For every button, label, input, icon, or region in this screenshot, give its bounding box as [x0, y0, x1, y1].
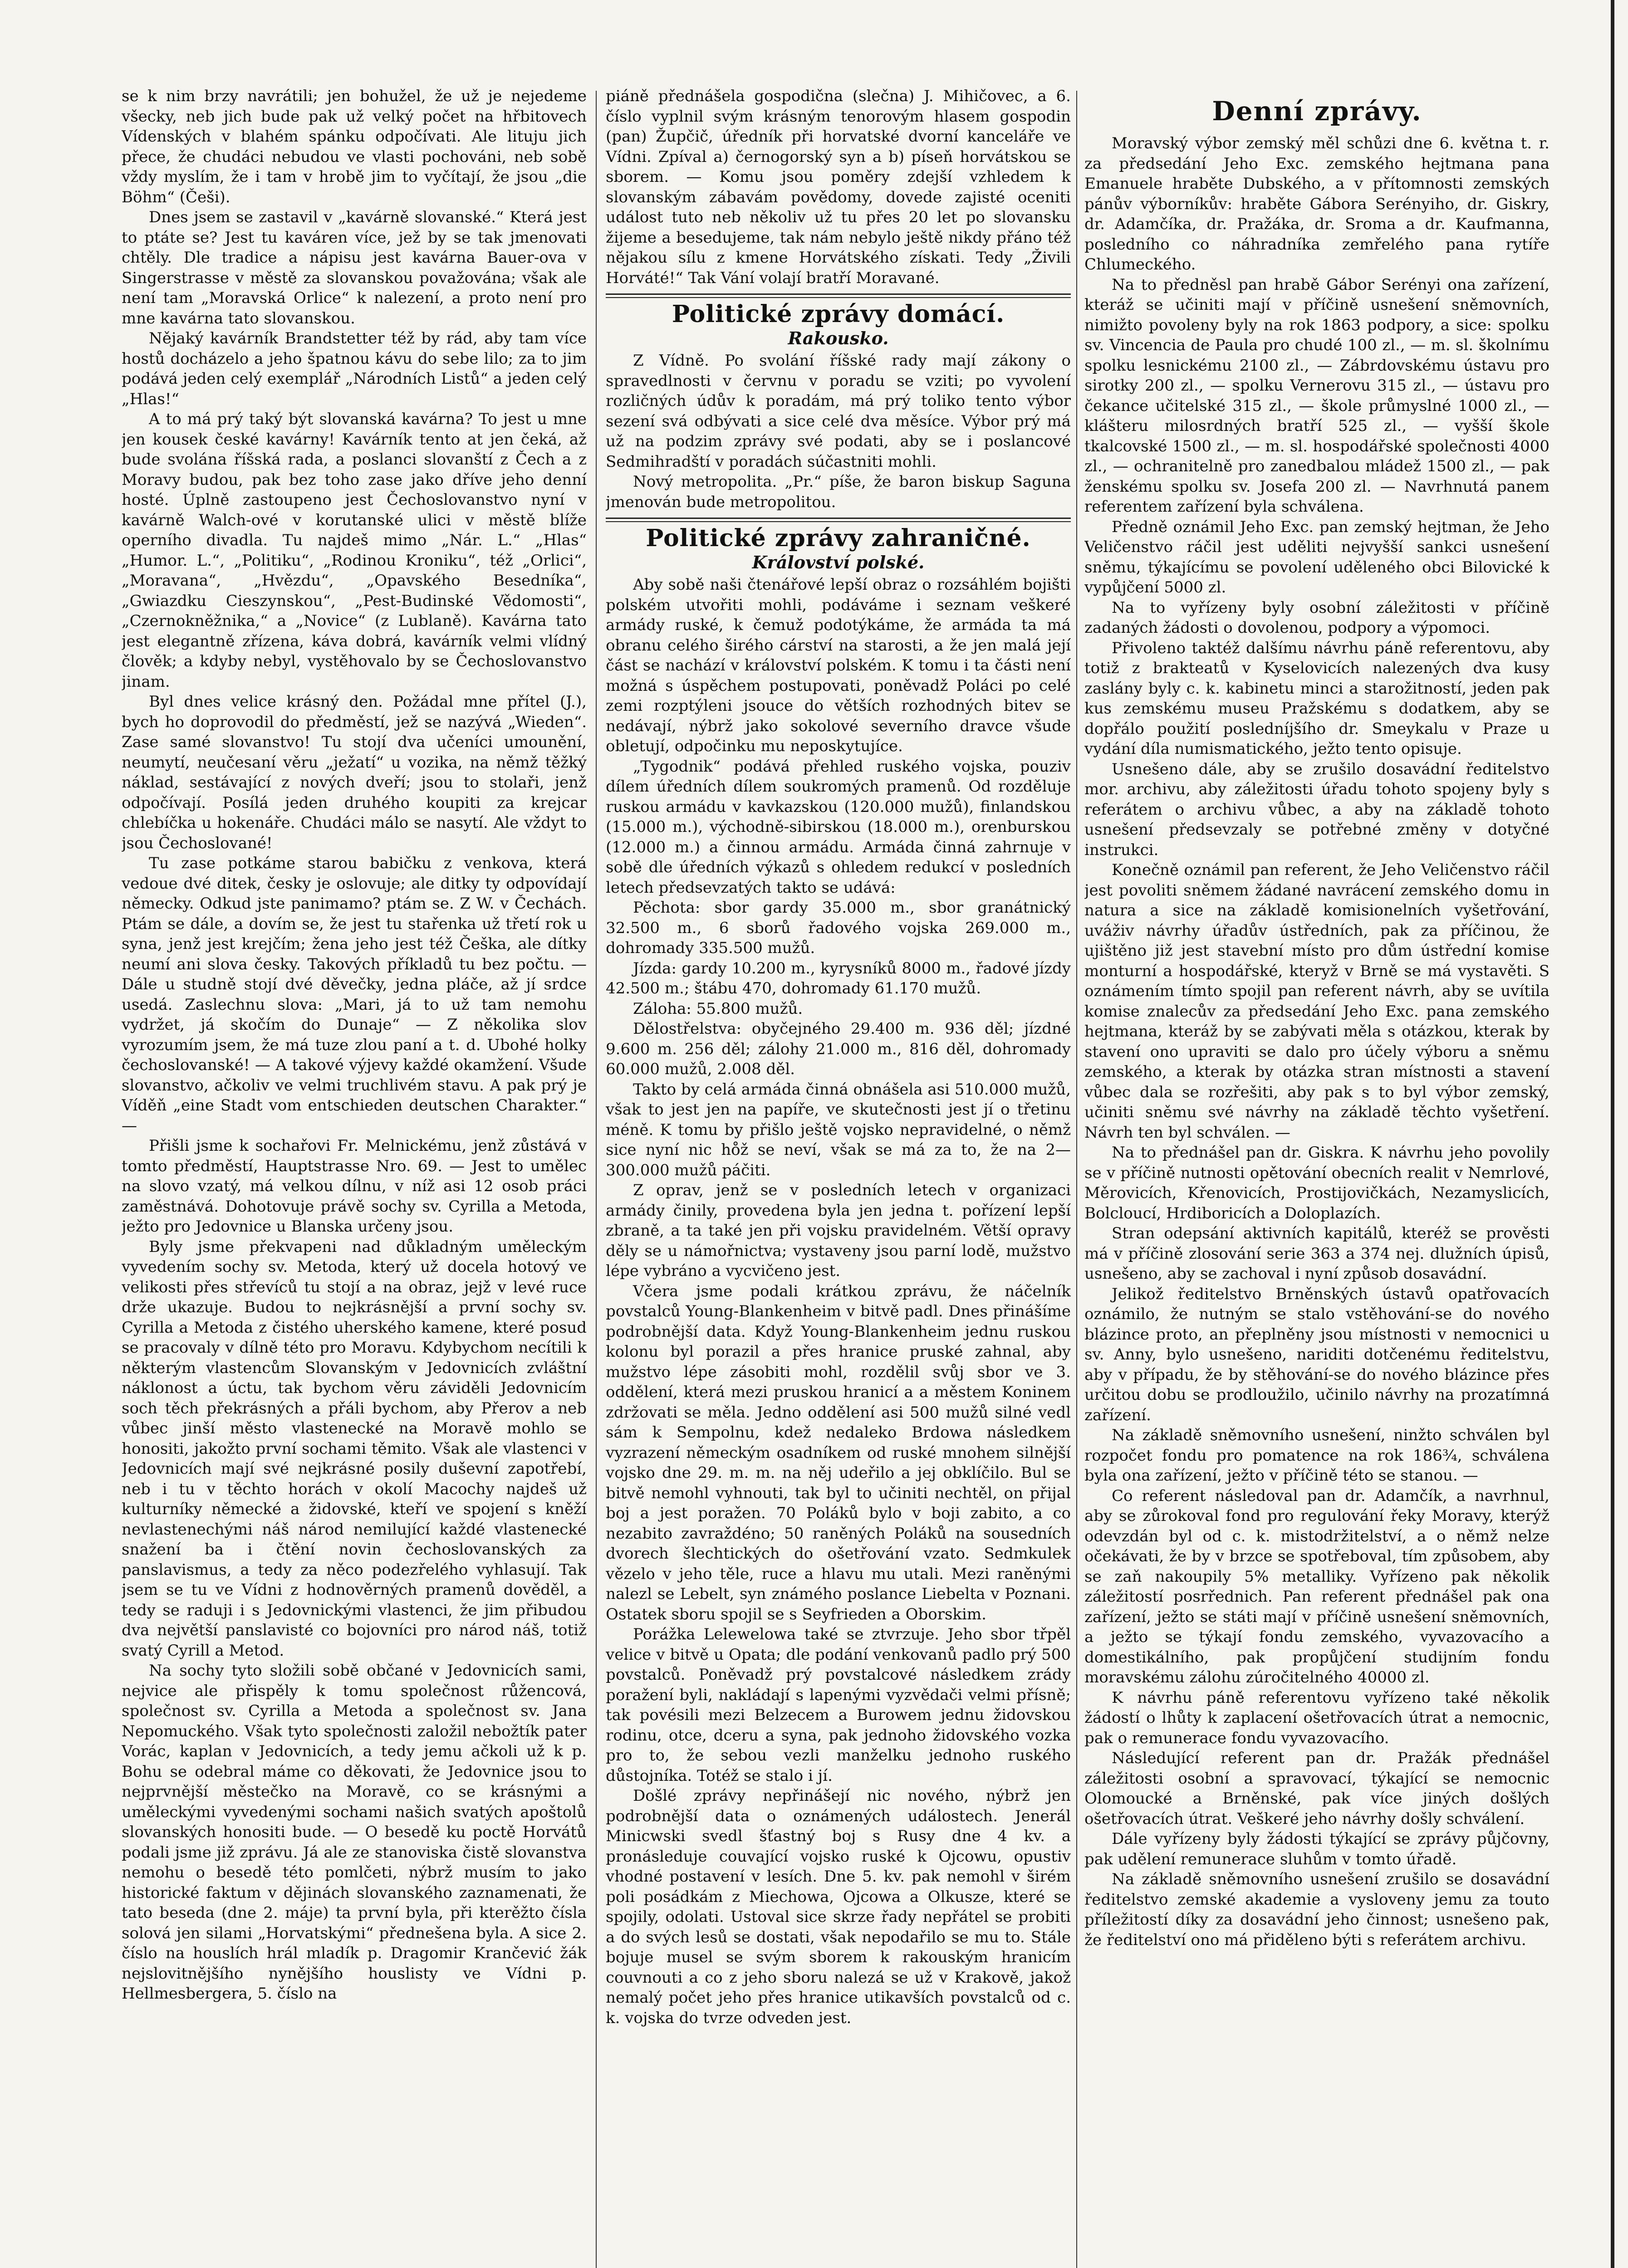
article-paragraph: Došlé zprávy nepřinášejí nic nového, nýbrž jen podrobnější data o oznámených událostech. Jenerál Minicwski svedl šťastný boj s Rusy dne 4 kv. a pronásleduje couvající vojsko ruské k Ojcowu, opustiv vhodné postavení v lesích. Dne 5. kv. pak nemohl v širém poli posádkám z Miechowa, Ojcowa a Olkusze, které se spojily, odolati. Ustoval sice skrze řady nepřátel se probiti a do svých lesů se dostati, však nepodařilo se mu to. Stále bojuje musel se svým sborem k rakouským hranicím couvnouti a co z jeho sboru nalezá se už v Krakově, jakož nemalý počet jeho přes hranice utikavších povstalců od c. k. vojska do tvrze odveden jest.	[606, 1787, 1071, 2027]
section-title-daily: Denní zprávy.	[1212, 96, 1422, 127]
article-paragraph: se k nim brzy navrátili; jen bohužel, že už je nejedeme všecky, neb jich bude pak už velký počet na hřbitovech Vídenských v blahém spánku odpočívati. Ale lituju jich přece, že chudáci nebudou ve vlasti pochováni, neb sobě vždy myslím, že i tam v hrobě jim to vyčítají, že jsou „die Böhm“ (Češi).	[122, 87, 587, 206]
domestic-news-body	[606, 351, 1071, 512]
page-edge-shadow	[1611, 0, 1614, 2268]
article-paragraph: piáně přednášela gospodična (slečna) J. Mihičovec, a 6. číslo vyplnil svým krásným tenorovým hlasem gospodin (pan) Župčič, úředník při horvatské dvorní kanceláře ve Vídni. Zpíval a) černogorský syn a b) píseň horvátskou se sborem. — Komu jsou poměry zdejší vzhledem k slovanským zábavám povědomy, dovede zajisté oceniti událost tuto neb několiv už tu přes 20 let po slovansku žijeme a besedujeme, tak nám nebylo ještě nikdy přáno též nějakou sílu z kmene Horvátského získati. Tedy „Živili Horváté!“ Tak Vání volají bratří Moravané.	[606, 87, 1071, 287]
article-paragraph: Takto by celá armáda činná obnášela asi 510.000 mužů, však to jest jen na papíře, ve skutečnosti jest jí o třetinu méně. K tomu by přišlo ještě vojsko nepravidelné, o němž sice nyní nic ho̊ž se neví, však se má za to, že na 2—300.000 mužů páčiti.	[606, 1080, 1071, 1179]
article-paragraph: Byly jsme překvapeni nad důkladným uměleckým vyvedením sochy sv. Metoda, který už docela hotový ve velikosti přes střevíců tu stojí a na obraz, jejž v levé ruce drže ukazuje. Budou to nejkrásnější a první sochy sv. Cyrilla a Metoda z čistého uherského kamene, které posud se pracovaly v dílně této pro Moravu. Kdybychom necítili k některým vlastencům Slovanským v Jedovnicích zvláštní náklonost a úctu, tak bychom věru záviděli Jedovnicím soch těch překrásných a přáli bychom, aby Přerov a neb vůbec jinší město vlastenecké na Moravě mohlo se honositi, jakožto první sochami těmito. Však ale vlastenci v Jedovnicích mají své nejkrásné posily duševní zapotřebí, neb i tu v těchto horách v okolí Macochy najdeš už kulturníky německé a židovské, kteří ve spojení s kněží nevlastenechými náš národ nemilující každé vlastenecké snažení ba i čtění novin čechoslovanských za panslavismus, a tedy za něco podezřelého vyhlasují. Tak jsem se tu ve Vídni z hodnověrných pramenů dověděl, a tedy se raduji i s Jedovnickými vlastenci, že jim přibudou dva největší panslavisté co bojovníci pro národ náš, totiž svatý Cyrill a Metod.	[122, 1237, 587, 1660]
article-paragraph: „Tygodnik“ podává přehled ruského vojska, pouziv dílem úředních dílem soukromých pramenů. Od rozděluje ruskou armádu v kavkazskou (120.000 mužů), finlandskou (15.000 m.), východně-sibirskou (18.000 m.), orenburskou (12.000 m.) a činnou armádu. Armáda činná zahrnuje v sobě dle úředních výkazů s ohledem redukcí v posledních letech předsevzatých takto se udává:	[606, 757, 1071, 897]
foreign-news-body	[606, 575, 1071, 2028]
article-paragraph: A to má prý taký být slovanská kavárna? To jest u mne jen kousek české kavárny! Kavárník tento at jen čeká, až bude svolána říšská rada, a poslanci slovanští z Čech a z Moravy budou, pak bez toho zase jako dříve jeho denní hosté. Úplně zastoupeno jest Čechoslovanstvo nyní v kavárně Walch-ové v korutanské ulici v městě blíže operního divadla. Tu najdeš mimo „Nár. L.“ „Hlas“ „Humor. L.“, „Politiku“, „Rodinou Kroniku“, též „Orlici“, „Moravana“, „Hvězdu“, „Opavského Besedníka“, „Gwiazdku Cieszynskou“, „Pest-Budinské Vědomosti“, „Czernokněžnika,“ a „Novice“ (z Lublaně). Kavárna tato jest elegantně zřízena, káva dobrá, kavárník velmi vlídný člověk; a kdyby nebyl, vystěhovalo by se Čechoslovanstvo jinam.	[122, 410, 587, 691]
article-paragraph: Na základě sněmovního usnešení, ninžto schválen byl rozpočet fondu pro pomatence na rok 186¾, schválena byla ona zařízení, ježto v příčině této se stanou. —	[1084, 1426, 1550, 1485]
column-1	[122, 86, 587, 2268]
article-paragraph: Moravský výbor zemský měl schůzi dne 6. května t. r. za předsedání Jeho Exc. zemského hejtmana pana Emanuele hraběte Dubského, a v přítomnosti zemských pánův výborníkův: hraběte Gábora Serényiho, dr. Giskry, dr. Adamčíka, dr. Pražáka, dr. Sroma a dr. Kaufmanna, posledního co náhradníka zemřelého pana rytíře Chlumeckého.	[1084, 134, 1550, 274]
article-paragraph: Pěchota: sbor gardy 35.000 m., sbor granátnický 32.500 m., 6 sborů řadového vojska 269.000 m., dohromady 335.500 mužů.	[606, 899, 1071, 957]
article-paragraph: Dělostřelstva: obyčejného 29.400 m. 936 děl; jízdné 9.600 m. 256 děl; zálohy 21.000 m., 816 děl, dohromady 60.000 mužů, 2.008 děl.	[606, 1020, 1071, 1078]
article-paragraph: Přišli jsme k sochařovi Fr. Melnickému, jenž zůstává v tomto předměstí, Hauptstrasse Nro. 69. — Jest to umělec na slovo vzatý, má velkou dílnu, v níž asi 12 osob práci zaměstnává. Dohotovuje právě sochy sv. Cyrilla a Metoda, ježto pro Jedovnice u Blanska určeny jsou.	[122, 1137, 587, 1236]
article-paragraph: Co referent následoval pan dr. Adamčík, a navrhnul, aby se zůrokoval fond pro regulování řeky Moravy, kterýž odevzdán byl od c. k. mistodržitelství, a o němž nelze očekávati, že by v brzce se spotřeboval, tím způsobem, aby se zaň nakoupily 5% metalliky. Vyřízeno pak několik záležitostí posrřednich. Pan referent přednášel pak ona zařízení, ježto se státi mají v příčině usnešení sněmovních, a ježto se týkají fondu zemského, vyvazovacího a domestikálního, pak propůjčení studijním fondu moravskému zálohu zúročitelného 40000 zl.	[1084, 1486, 1550, 1686]
article-paragraph: Nový metropolita. „Pr.“ píše, že baron biskup Saguna jmenován bude metropolitou.	[606, 473, 1071, 511]
article-paragraph: Na to vyřízeny byly osobní záležitosti v příčině zadaných žádosti o dovolenou, podpory a výpomoci.	[1084, 598, 1550, 637]
article-paragraph: Na základě sněmovního usnešení zrušilo se dosavádní ředitelstvo zemské akademie a vysloveny jemu za touto příležitostí díky za dosavádní jeho činnost; usnešeno pak, že ředitelství ono má přiděleno býti s referátem archivu.	[1084, 1870, 1550, 1949]
section-separator	[606, 518, 1071, 522]
article-paragraph: Dnes jsem se zastavil v „kavárně slovanské.“ Která jest to ptáte se? Jest tu kaváren více, jež by se tak jmenovati chtěly. Dle tradice a nápisu jest kavárna Bauer-ova v Singerstrasse v městě za slovanskou považována; však ale není tam „Moravská Orlice“ k nalezení, a proto není pro mne kavárna tato slovanskou.	[122, 208, 587, 327]
article-paragraph: Nějaký kavárník Brandstetter též by rád, aby tam více hostů docházelo a jeho špatnou kávu do sebe lilo; za to jim podává jeden celý exemplář „Národních Listů“ a jeden celý „Hlas!“	[122, 329, 587, 408]
daily-news-body	[1084, 133, 1550, 1950]
article-paragraph: Z oprav, jenž se v posledních letech v organizaci armády činily, provedena byla jen jedna t. pořízení lepší zbraně, a ta také jen při vojsku pravidelném. Větší opravy děly se u námořnictva; vystaveny jsou parní lodě, mužstvo lépe vybráno a vycvičeno jest.	[606, 1181, 1071, 1280]
section-title-foreign: Politické zprávy zahraničné.	[646, 524, 1031, 552]
article-paragraph: Tu zase potkáme starou babičku z venkova, která vedoue dvé ditek, česky je oslovuje; ale ditky ty odpovídají německy. Odkud jste panimamo? ptám se. Z W. v Čechách. Ptám se dále, a dovím se, že jest tu stařenka už třetí rok u syna, jenž jest krejčím; žena jeho jest též Češka, ale dítky neumí ani slova česky. Takových příkladů tu bez počtu. — Dále u studně stojí dvé děvečky, jedna pláče, až jí srdce usedá. Zaslechnu slova: „Mari, já to už tam nemohu vydržet, já skočím do Dunaje“ — Z několika slov vyrozumím jsem, že má tuze zlou paní a t. d. Ubohé holky čechoslovanské! — A takové výjevy každé okamžení. Všude slovanstvo, ačkoliv ve velmi truchlivém stavu. A pak prý je Víděň „eine Stadt vom entschieden deutschen Charakter.“ —	[122, 854, 587, 1135]
article-paragraph: Na to přednášel pan dr. Giskra. K návrhu jeho povolily se v příčině nutnosti opětování obecních realit v Nemrlové, Měrovicích, Křenovicích, Prostijovičkách, Nezamyslicích, Bolcloucí, Hrdiboricích a Doloplazích.	[1084, 1144, 1550, 1222]
article-paragraph: Předně oznámil Jeho Exc. pan zemský hejtman, že Jeho Veličenstvo ráčil jest uděliti nejvyšší sankci usnešení sněmu, týkajícímu se povolení uděleného obci Bilovické k vypůjčení 5000 zl.	[1084, 518, 1550, 596]
column-2	[606, 86, 1071, 2268]
article-paragraph: Následující referent pan dr. Pražák přednášel záležitosti osobní a spravovací, týkající se nemocnic Olomoucké a Brněnské, pak více jiných došlých ošetřovacích útrat. Veškeré jeho návrhy došly schválení.	[1084, 1749, 1550, 1828]
article-paragraph: Záloha: 55.800 mužů.	[633, 999, 803, 1018]
article-paragraph: Včera jsme podali krátkou zprávu, že náčelník povstalců Young-Blankenheim v bitvě padl. Dnes přinášíme podrobnější data. Když Young-Blankenheim jednu ruskou kolonu byl porazil a přes hranice pruské zahnal, aby mužstvo lépe zásobiti mohl, rozdělil svůj sbor ve 3. oddělení, která mezi pruskou hranicí a a městem Koninem zdržovati se měla. Jedno oddělení asi 500 mužů silné vedl sám k Sempolnu, kdež nedaleko Brdowa následkem vyzrazení německým osadníkem od ruské mnohem silnější vojsko dne 29. m. m. na něj udeřilo a jej obklíčilo. Bul se bitvě nemohl vyhnouti, tak byl to učiniti nechtěl, on přijal boj a jest poražen. 70 Poláků bylo v boji zabito, a co nezabito zavraždéno; 50 raněných Poláků na sousedních dvorech šlechtických do ošetřování vzato. Sedmkulek vězelo v jeho těle, ruce a hlavu mu utali. Mezi raněnými nalezl se Lebelt, syn známého poslance Liebelta v Poznani. Ostatek sboru spojil se s Seyfrieden a Oborskim.	[606, 1282, 1071, 1623]
article-paragraph: Jízda: gardy 10.200 m., kyrysníků 8000 m., řadové jízdy 42.500 m.; štábu 470, dohromady 61.170 mužů.	[606, 959, 1071, 997]
article-paragraph: K návrhu páně referentovu vyřízeno také několik žádostí o lhůty k zaplacení ošetřovacích útrat a nemocnic, pak o remunerace fondu vyvazovacího.	[1084, 1688, 1550, 1747]
column-divider-2	[1076, 91, 1077, 2268]
article-paragraph: Z Vídně. Po svolání říšské rady mají zákony o spravedlnosti v červnu v poradu se vziti; po vyvolení rozličných údův k poradám, má prý toliko tento výbor sezení svá odbývati a sice celé dva měsíce. Výbor prý má už na podzim zprávy své podati, aby se i poslancové Sedmihradští v poradách súčastniti mohli.	[606, 352, 1071, 471]
article-paragraph: Porážka Lelewelowa také se ztvrzuje. Jeho sbor třpěl velice v bitvě u Opata; dle podání venkovanů padlo prý 500 povstalců. Poněvadž prý povstalcové následkem zrády poražení byli, nakládají s lapenými vyzvědači velmi přísně; tak povésili mezi Belzecem a Burowem jednu židovskou rodinu, otce, dceru a syna, pak jednoho židovského vozka pro to, že sebou vezli manželku jednoho ruského důstojníka. Totéž se stalo i jí.	[606, 1625, 1071, 1785]
article-paragraph: Jelikož ředitelstvo Brněnských ústavů opatřovacích oznámilo, že nutným se stalo vstěhování-se do nového blázince proto, an přeplněny jsou místnosti v nemocnici u sv. Anny, bylo usnešeno, nariditi dotčenému ředitelstvu, aby v případu, že by stěhování-se do nového blázince přes určitou dobu se prodloužilo, učinilo návrhy na prozatímná zařízení.	[1084, 1285, 1550, 1424]
article-paragraph: Na sochy tyto složili sobě občané v Jedovnicích sami, nejvice ale přispěly k tomu společnost růžencová, společnost sv. Cyrilla a Metoda a společnost sv. Jana Nepomuckého. Však tyto společnosti založil nebožtík pater Vorác, kaplan v Jedovnicích, a tedy jemu ačkoli už k p. Bohu se odebral máme co děkovati, že Jedovnice jsou to nejprvnější městečko na Moravě, co se krásnými a uměleckými vyvedenými sochami našich svatých apoštolů slovanských honositi bude. — O besedě ku poctě Horvátů podali jsme již zprávu. Já ale ze stanoviska čistě slovanstva nemohu o besedě této pomlčeti, nýbrž musím to jako historické faktum v dějinách slovanského zaznamenati, že tato beseda (dne 2. máje) ta první byla, při kterěžto čísla solová jen silami „Horvatskými“ přednešena byla. A sice 2. číslo na houslích hrál mladík p. Dragomir Krančević žák nejslovitnějšího nynějšího houslisty ve Vídni p. Hellmesbergera, 5. číslo na	[122, 1662, 587, 2003]
article-paragraph: Stran odepsání aktivních kapitálů, kteréž se prověsti má v příčině zlosování serie 363 a 374 nej. dlužních úpisů, usnešeno, aby se zachoval i nyní způsob dosavádní.	[1084, 1224, 1550, 1283]
article-paragraph: Usnešeno dále, aby se zrušilo dosavádní ředitelstvo mor. archivu, aby záležitosti úřadu tohoto spojeny byly s referátem o archivu vůbec, a aby na základě tohoto usnešení předsevzaly se potřebné změny v dotyčné instrukci.	[1084, 760, 1550, 859]
article-paragraph: Konečně oznámil pan referent, že Jeho Veličenstvo ráčil jest povoliti sněmem žádané navrácení zemského domu in natura a sice na základě komisionelních vyšetřování, uváživ návrhy úřadův ústředních, pak za příčinou, že ujištěno již jest stavební místo pro dům ústřední komise monturní a hospodářské, kteryž v Brně se má vystavěti. S oznámením tímto spojil pan referent návrh, aby se uvítila komise znalecův za předsedání Jeho Exc. pana zemského hejtmana, kteráž by se zabývati měla s otázkou, kterak by stavení ono upraviti se dalo pro účely výboru a sněmu zemského, a kterak by otázka stran místnosti a stavení vůbec dala se rozřešiti, aby pak s to byl výbor zemský, učiniti sněmu své návrhy na základě těchto vyšetření. Návrh ten byl schválen. —	[1084, 861, 1550, 1142]
article-paragraph: Byl dnes velice krásný den. Požádal mne přítel (J.), bych ho doprovodil do předměstí, jež se nazývá „Wieden“. Zase samé slovanstvo! Tu stojí dva učeníci umounění, neumytí, neučesaní věru „ježatí“ u vozika, na němž těžký náklad, sestávající z nových dveří; jsou to stolaři, jenž odpočívají. Posílá jeden druhého koupiti za krejcar chlebíčka u hokenáře. Chudáci málo se nasytí. Ale vždyt to jsou Čechoslované!	[122, 693, 587, 852]
article-paragraph: Aby sobě naši čtenářové lepší obraz o rozsáhlém bojišti polském utvořiti mohli, podáváme i seznam veškeré armády ruské, k čemuž podotýkáme, že armáda ta má obranu celého širého cárství na starosti, a že jen malá její část se nachází v království polském. K tomu i ta části není možná s úspěchem postupovati, poněvadž Poláci po celé zemi rozptýleni jsouce do větších rozhodných bitev se nedávají, nýbrž jako sokolové severního dravce všude obletují, odpočinku mu neposkytujíce.	[606, 576, 1071, 755]
article-paragraph: Přivoleno taktéž dalšímu návrhu páně referentovu, aby totiž z brakteatů v Kyselovicích nalezených dva kusy zaslány byly c. k. kabinetu minci a starožitností, jeden pak kus zemskému museu Pražskému s dodatkem, aby se dopřálo použití posledníjšího dr. Smeykalu v Praze u vydání díla numismatického, ježto tento opisuje.	[1084, 639, 1550, 758]
article-paragraph: Dále vyřízeny byly žádosti týkající se zprávy půjčovny, pak udělení remunerace sluhům v tomto úřadě.	[1084, 1830, 1550, 1868]
subsection-title-austria: Rakousko.	[788, 328, 889, 348]
section-title-domestic: Politické zprávy domácí.	[672, 300, 1005, 328]
column-3	[1084, 86, 1550, 2268]
subsection-title-poland: Království polské.	[752, 552, 925, 572]
column-divider-1	[596, 91, 597, 2268]
article-paragraph: Na to předněsl pan hrabě Gábor Serényi ona zařízení, kteráž se učiniti mají v příčině usnešení sněmovních, nimižto povoleny byly na rok 1863 podpory, a sice: spolku sv. Vincencia de Paula pro chudé 100 zl., — m. sl. školnímu spolku lesnickému 2100 zl., — Zábrdovskému ústavu pro sirotky 200 zl., — spolku Vernerovu 315 zl., — ústavu pro čekance učitelské 315 zl., — škole průmyslné 1000 zl., — klášteru milosrdných bratří 525 zl., — vyšší škole tkalcovské 1500 zl., — m. sl. hospodářské společnosti 4000 zl., — ochranitelně pro zanedbalou mládež 1500 zl., — pak ženskému spolku sv. Josefa 200 zl. — Navrhnutá panem referentem zařízení byla schválena.	[1084, 275, 1550, 516]
section-separator	[606, 293, 1071, 298]
